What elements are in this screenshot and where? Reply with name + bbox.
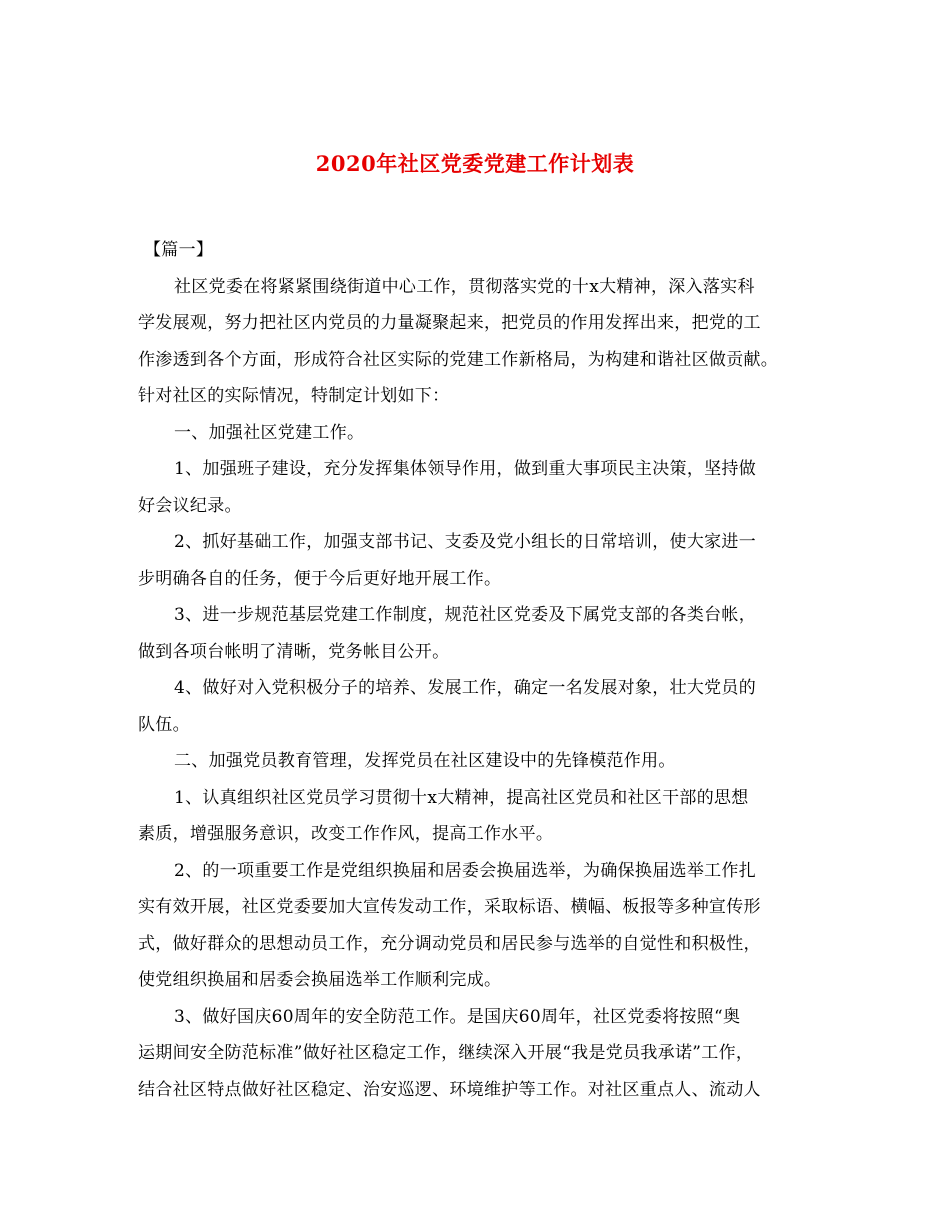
paragraph-line: 学发展观，努力把社区内党员的力量凝聚起来，把党员的作用发挥出来，把党的工 (138, 313, 761, 333)
paragraph-line: 4、做好对入党积极分子的培养、发展工作，确定一名发展对象，壮大党员的 (174, 678, 757, 698)
paragraph-line: 式，做好群众的思想动员工作，充分调动党员和居民参与选举的自觉性和积极性， (138, 933, 761, 954)
paragraph-line: 使党组织换届和居委会换届选举工作顺利完成。 (138, 970, 502, 990)
section-heading: 二、加强党员教育管理，发挥党员在社区建设中的先锋模范作用。 (174, 751, 676, 771)
paragraph-line: 结合社区特点做好社区稳定、治安巡逻、环境维护等工作。对社区重点人、流动人 (138, 1079, 761, 1100)
paragraph-line: 好会议纪录。 (138, 495, 242, 516)
paragraph-line: 作渗透到各个方面，形成符合社区实际的党建工作新格局，为构建和谐社区做贡献。 (138, 349, 779, 370)
paragraph-line: 2、抓好基础工作，加强支部书记、支委及党小组长的日常培训，使大家进一 (174, 532, 757, 552)
document-title: 2020年社区党委党建工作计划表 (315, 151, 635, 176)
paragraph-line: 针对社区的实际情况，特制定计划如下： (138, 386, 450, 406)
paragraph-line: 运期间安全防范标准”做好社区稳定工作，继续深入开展“我是党员我承诺”工作， (138, 1043, 754, 1063)
section-heading: 【篇一】 (144, 240, 214, 260)
document-body (136, 232, 826, 1108)
paragraph-line: 1、认真组织社区党员学习贯彻十x大精神，提高社区党员和社区干部的思想 (174, 787, 749, 808)
paragraph-line: 2、的一项重要工作是党组织换届和居委会换届选举，为确保换届选举工作扎 (174, 860, 757, 881)
paragraph-line: 1、加强班子建设，充分发挥集体领导作用，做到重大事项民主决策，坚持做 (174, 459, 757, 479)
paragraph-line: 素质，增强服务意识，改变工作作风，提高工作水平。 (138, 824, 554, 844)
paragraph-line: 3、进一步规范基层党建工作制度，规范社区党委及下属党支部的各类台帐， (174, 605, 757, 625)
paragraph-line: 3、做好国庆60周年的安全防范工作。是国庆60周年，社区党委将按照“奥 (174, 1006, 741, 1027)
paragraph-line: 实有效开展，社区党委要加大宣传发动工作，采取标语、横幅、板报等多种宣传形 (138, 897, 761, 917)
section-heading: 一、加强社区党建工作。 (174, 422, 365, 443)
paragraph-line: 社区党委在将紧紧围绕街道中心工作，贯彻落实党的十x大精神，深入落实科 (174, 276, 755, 297)
paragraph-line: 队伍。 (138, 714, 190, 735)
paragraph-line: 做到各项台帐明了清晰，党务帐目公开。 (138, 641, 450, 662)
paragraph-line: 步明确各自的任务，便于今后更好地开展工作。 (138, 568, 502, 589)
